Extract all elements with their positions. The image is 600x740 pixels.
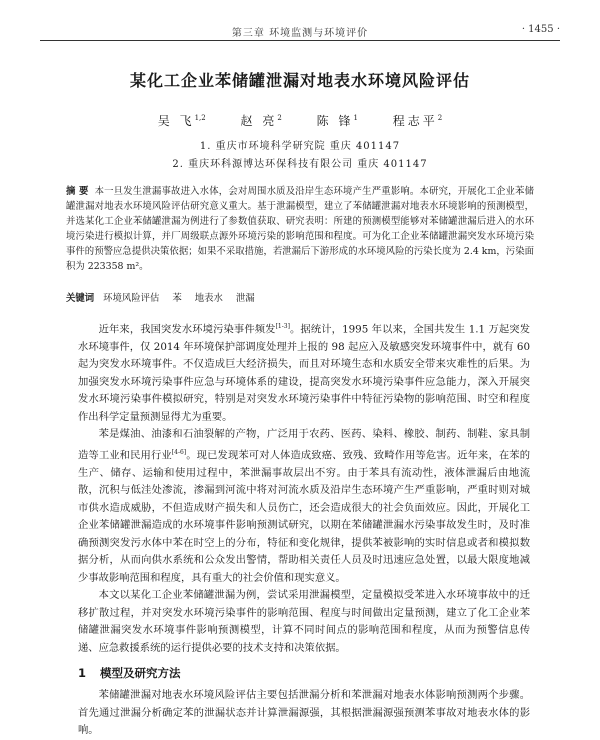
keywords	[66, 290, 534, 304]
section-title: 模型及研究方法	[100, 666, 181, 681]
citation: [4-6]	[171, 448, 187, 456]
page-number: · 1455 ·	[521, 24, 560, 35]
author: 陈 锋$^1$	[316, 114, 358, 128]
paragraph: 苯储罐泄漏对地表水环境风险评估主要包括泄漏分析和苯泄漏对地表水体影响预测两个步骤。首先通过泄漏分析确定苯的泄漏状态并计算泄漏源强，其根据泄漏源强预测苯事故对地表水体的影响。	[78, 689, 530, 737]
author-list	[0, 112, 600, 129]
abstract-label: 摘 要	[66, 186, 89, 197]
paragraph: 苯是煤油、油漆和石油裂解的产物，广泛用于农药、医药、染料、橡胶、制药、制鞋、家具制造等工业和民用行业[4-6]。现已发现苯可对人体造成致癌、致残、致畸作用等危害。近年来，在苯的生产、储存、运输和使用过程中，苯泄漏事故层出不穷。由于苯具有流动性，液体泄漏后由地流散，沉积与低洼处渗流，渗漏到河流中将对河流水质及沿岸生态环境产生严重影响，严重时则对城市供水造成威胁，不但造成财产损失和人员伤亡，还会造成很大的社会负面效应。因此，开展化工企业苯储罐泄漏造成的水环境事件影响预测试研究，以期在苯储罐泄漏水污染事故发生时，及时准确预测突发污水体中苯在时空上的分布，特征和变化规律，提供苯被影响的实时信息或者和模拟数据分析，从而向供水系统和公众发出警情，帮助相关责任人员及时迅速应急处置，以最大限度地减少事故影响范围和程度，具有重大的社会价值和现实意义。	[78, 428, 531, 584]
paragraph: 本文以某化工企业苯储罐泄漏为例，尝试采用泄漏模型，定量模拟受苯进入水环境事故中的迁移扩散过程，并对突发水环境污染事件的影响范围、程度与时间做出定量预测，建立了化工企业苯储罐泄漏突发水环境事件影响预测模型，计算不同时间点的影响范围和程度，从而为预警信息传递、应急救援系统的运行提供必要的技术支持和决策依据。	[78, 589, 530, 654]
citation: [1-3]	[275, 323, 290, 330]
affiliation-1: 1. 重庆市环境科学研究院 重庆 401147	[199, 141, 401, 152]
affiliation-2: 2. 重庆环科源博达环保科技有限公司 重庆 401147	[172, 159, 428, 170]
paragraph: 近年来，我国突发水环境污染事件频发[1-3]。据统计，1995 年以来，全国共发生 1.1 万起突发水环境事件，仅 2014 年环境保护部调度处理并上报的 98 起应入及敏感突发环境事件中，就有 60 起为突发水环境事件。不仅造成巨大经济损失，而且对环境生态和水质安全带来灾难性的后果。为加强突发水环境污染事件应急与环境体系的建设，提高突发水环境污染事件应急能力，深入开展突发水环境污染事件模拟研究，特别是对突发水环境污染事件中特征污染物的影响范围、时空和程度作出科学定量预测显得尤为重要。	[78, 323, 531, 423]
author: 赵 亮$^2$	[240, 114, 282, 128]
abstract	[66, 184, 534, 274]
section-number: 1	[78, 666, 87, 681]
running-header-chapter: 第三章 环境监测与环境评价	[231, 28, 369, 39]
keyword: 苯	[172, 293, 182, 304]
paper-title: 某化工企业苯储罐泄漏对地表水环境风险评估	[129, 71, 470, 90]
keywords-label: 关键词	[66, 293, 95, 304]
author: 程志平$^2$	[392, 114, 443, 128]
running-header	[40, 22, 560, 41]
keyword: 地表水	[194, 293, 223, 304]
keyword: 环境风险评估	[103, 293, 160, 304]
keyword: 泄漏	[235, 293, 255, 304]
section-heading	[78, 665, 530, 681]
abstract-text: 本一旦发生泄漏事故进入水体，会对周围水质及沿岸生态环境产生严重影响。本研究，开展化工企业苯储罐泄漏对地表水环境风险评估研究意义重大。基于泄漏模型，建立了苯储罐泄漏对地表水环境影响的预测模型，并选某化工企业苯储罐泄漏为例进行了参数值获取、研究表明：所建的预测模型能够对苯储罐泄漏后进入的水环境污染进行模拟计算，并厂周级联点源外环境污染的影响范围和程度。可为化工企业苯储罐泄漏突发水环境污染事件的预警应急提供决策依据；如果不采取措施，若泄漏后下游形成的水环境风险的污染长度为 2.4 km，污染面积为 223358 m²。	[66, 186, 534, 272]
author: 吴 飞$^{1,2}$	[157, 114, 206, 128]
body-text	[78, 318, 530, 740]
